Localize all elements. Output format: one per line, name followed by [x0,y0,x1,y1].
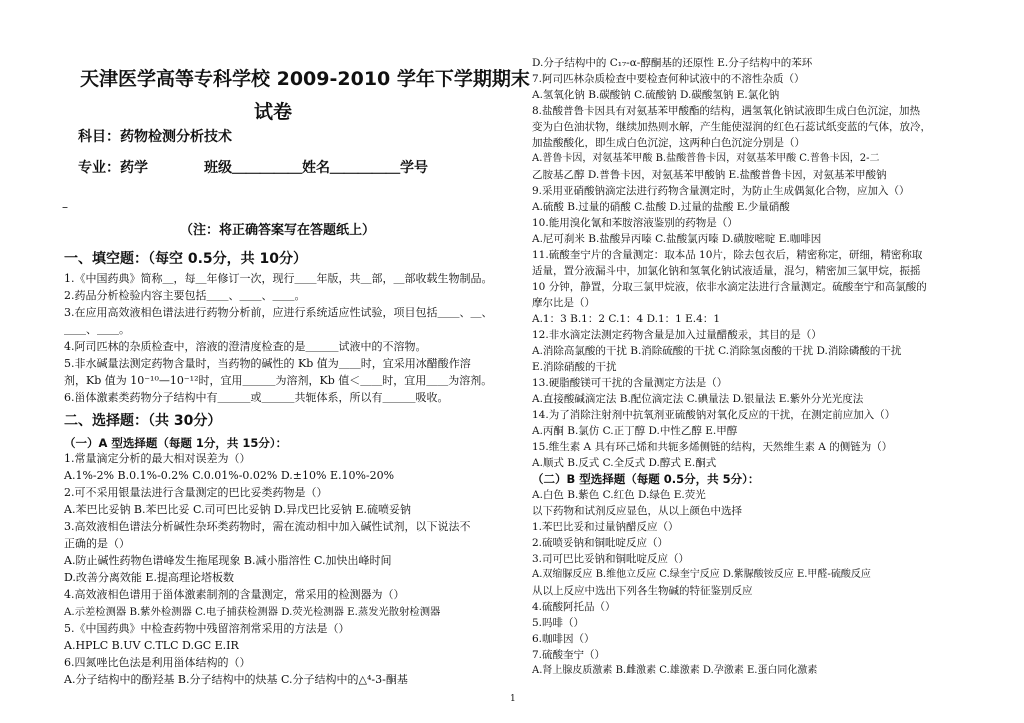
section2-line: 1.常量滴定分析的最大相对误差为（） [64,452,251,465]
right-line: 4.硫酸阿托品（） [532,601,616,613]
right-line: 11.硫酸奎宁片的含量测定：取本品 10片，除去包衣后，精密称定，研细，精密称取 [532,249,923,261]
section2-line: 3.高效液相色谱法分析碱性杂环类药物时，需在流动相中加入碱性试剂，以下说法不 [64,520,471,533]
right-line: 15.维生素 A 具有环己烯和共轭多烯侧链的结构，天然维生素 A 的侧链为（） [532,441,893,453]
right-line: 加盐酸酸化，即生成白色沉淀，这两种白色沉淀分别是（） [532,137,805,149]
right-line: A.氢氧化钠 B.碳酸钠 C.硫酸钠 D.碳酸氢钠 E.氯化钠 [532,89,780,101]
answer-note: （注：将正确答案写在答题纸上） [180,223,376,238]
section1-heading: 一、填空题：（每空 0.5分，共 10分） [64,251,308,267]
section2-line: A.苯巴比妥钠 B.苯巴比妥 C.司可巴比妥钠 D.异戊巴比妥钠 E.硫喷妥钠 [64,503,411,516]
section2-line: 2.可不采用银量法进行含量测定的巴比妥类药物是（） [64,486,328,499]
right-line: 2.硫喷妥钠和铜吡啶反应（） [532,537,669,549]
right-line: A.顺式 B.反式 C.全反式 D.醇式 E.酮式 [532,457,717,469]
right-line: 7.硫酸奎宁（） [532,649,606,661]
right-line: A.肾上腺皮质激素 B.雌激素 C.雄激素 D.孕激素 E.蛋白同化激素 [532,665,818,676]
section1-line: 1.《中国药典》简称＿，每＿年修订一次，现行＿＿年版，共＿部，＿部收载生物制品。 [64,272,493,285]
section2-line: D.改善分离效能 E.提高理论塔板数 [64,571,234,584]
subject-line: 科目：药物检测分析技术 [78,129,232,145]
right-line: A.尼可刹米 B.盐酸异丙嗪 C.盐酸氯丙嗪 D.磺胺嘧啶 E.咖啡因 [532,233,822,245]
right-line: A.丙酮 B.氯仿 C.正丁醇 D.中性乙醇 E.甲醇 [532,425,738,437]
right-line: A.普鲁卡因，对氨基苯甲酸 B.盐酸普鲁卡因，对氨基苯甲酸 C.普鲁卡因，2-二 [532,153,880,164]
right-line: 9.采用亚硝酸钠滴定法进行药物含量测定时，为防止生成偶氮化合物，应加入（） [532,185,910,197]
right-line: 10.能用溴化氰和苯胺溶液鉴别的药物是（） [532,217,738,229]
right-line: 5.吗啡（） [532,617,585,629]
exam-title-line2: 试卷 [254,101,293,123]
section2-line: 4.高效液相色谱用于甾体激素制剂的含量测定，常采用的检测器为（） [64,588,405,601]
right-line: 从以上反应中选出下列各生物碱的特征鉴别反应 [532,585,753,597]
section2-line: A.防止碱性药物色谱峰发生拖尾现象 B.减小脂溶性 C.加快出峰时间 [64,554,392,567]
section1-line: 4.阿司匹林的杂质检查中，溶液的澄清度检查的是＿＿＿试液中的不溶物。 [64,340,427,353]
right-line: 摩尔比是（） [532,297,595,309]
section2-line: 5.《中国药典》中检查药物中残留溶剂常采用的方法是（） [64,622,350,635]
right-line: A.直接酸碱滴定法 B.配位滴定法 C.碘量法 D.银量法 E.紫外分光光度法 [532,393,864,405]
right-line: D.分子结构中的 C₁₇-α-醇酮基的还原性 E.分子结构中的苯环 [532,57,813,69]
right-line: 12.非水滴定法测定药物含量是加入过量醋酸汞，其目的是（） [532,329,822,341]
right-line: E.消除硝酸的干扰 [532,361,617,373]
right-line: A.双缩脲反应 B.维他立反应 C.绿奎宁反应 D.紫脲酸铵反应 E.甲醛-硫酸反应 [532,569,871,580]
right-line: A.消除高氯酸的干扰 B.消除硫酸的干扰 C.消除氢卤酸的干扰 D.消除磷酸的干扰 [532,345,902,357]
section1-line: ＿＿、＿＿。 [64,323,130,336]
section2-line: A.分子结构中的酚羟基 B.分子结构中的炔基 C.分子结构中的△⁴-3-酮基 [64,673,408,686]
section2-line: 6.四氮唑比色法是利用甾体结构的（） [64,656,251,669]
right-line: A.1：3 B.1：2 C.1：4 D.1：1 E.4：1 [532,313,721,325]
section2-heading: 二、选择题：（共 30分） [64,413,222,429]
exam-title-line1: 天津医学高等专科学校 2009-2010 学年下学期期末 [80,68,530,90]
right-line: 乙胺基乙醇 D.普鲁卡因，对氨基苯甲酸钠 E.盐酸普鲁卡因，对氨基苯甲酸钠 [532,169,887,181]
section2-line: A.1%-2% B.0.1%-0.2% C.0.01%-0.02% D.±10% E.10%-20% [64,469,395,482]
section2-subheading: （一）A 型选择题（每题 1分，共 15分）： [64,436,288,450]
section1-line: 6.甾体激素类药物分子结构中有＿＿＿或＿＿＿共轭体系，所以有＿＿＿吸收。 [64,391,449,404]
right-line: 适量，置分液漏斗中，加氯化钠和氢氧化钠试液适量，混匀，精密加三氯甲烷，振摇 [532,265,921,277]
right-line: 7.阿司匹林杂质检查中要检查何种试液中的不溶性杂质（） [532,73,805,85]
right-line: 6.咖啡因（） [532,633,595,645]
page-number: 1 [510,694,516,704]
right-line: 10 分钟，静置，分取三氯甲烷液，依非水滴定法进行含量测定。硫酸奎宁和高氯酸的 [532,281,927,293]
section1-line: 3.在应用高效液相色谱法进行药物分析前，应进行系统适应性试验，项目包括＿＿、＿、 [64,306,493,319]
right-line: 3.司可巴比妥钠和铜吡啶反应（） [532,553,690,565]
right-line: 变为白色油状物，继续加热则水解，产生能使湿润的红色石蕊试纸变蓝的气体，放冷， [532,121,931,133]
right-line: 以下药物和试剂反应显色，从以上颜色中选择 [532,505,742,517]
right-line: 14.为了消除注射剂中抗氧剂亚硫酸钠对氧化反应的干扰，在测定前应加入（） [532,409,896,421]
section2-line: 正确的是（） [64,537,130,550]
right-line: A.白色 B.紫色 C.红色 D.绿色 E.荧光 [532,489,706,501]
section2-line: A.HPLC B.UV C.TLC D.GC E.IR [64,639,239,652]
section1-line: 5.非水碱量法测定药物含量时，当药物的碱性的 Kb 值为＿＿时，宜采用冰醋酸作溶 [64,357,471,370]
dash-mark: – [62,200,68,214]
right-line: 1.苯巴比妥和过量钠醋反应（） [532,521,679,533]
right-line: 13.硬脂酸镁可干扰的含量测定方法是（） [532,377,728,389]
section1-line: 2.药品分析检验内容主要包括＿＿、＿＿、＿＿。 [64,289,306,302]
right-line: 8.盐酸普鲁卡因具有对氨基苯甲酸酯的结构，遇氢氧化钠试液即生成白色沉淀，加热 [532,105,921,117]
right-line: A.硫酸 B.过量的硝酸 C.盐酸 D.过量的盐酸 E.少量硝酸 [532,201,790,213]
major-class-name-line: 专业：药学 班级＿＿＿＿＿姓名＿＿＿＿＿学号 [78,160,428,176]
section2-line: A.示差检测器 B.紫外检测器 C.电子捕获检测器 D.荧光检测器 E.蒸发光散射检测器 [64,606,441,618]
section1-line: 剂，Kb 值为 10⁻¹⁰—10⁻¹²时，宜用＿＿＿为溶剂，Kb 值＜＿＿时，宜用＿＿为溶剂。 [64,374,493,387]
b-type-subheading: （二）B 型选择题（每题 0.5分，共 5分）： [532,472,760,486]
